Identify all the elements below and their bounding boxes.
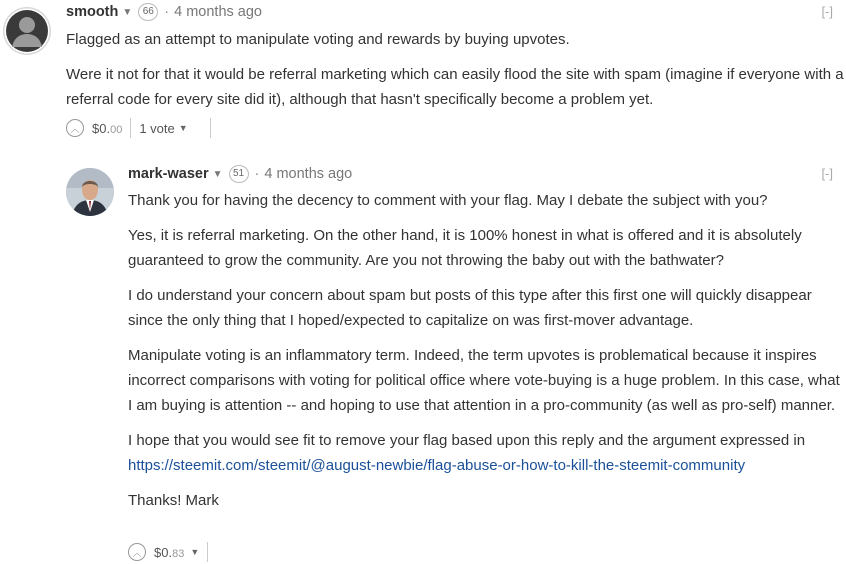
comment-paragraph: Were it not for that it would be referral marketing which can easily flood the site with spam (imagine if everyone with a referral code for every site did it), although that hasn't specifically become a problem yet.: [66, 66, 844, 108]
payout-main: $0.: [92, 120, 111, 136]
reputation-badge: 66: [138, 3, 158, 21]
payout-value[interactable]: [92, 121, 122, 136]
comment-paragraph: Yes, it is referral marketing. On the other hand, it is 100% honest in what is offered and it is absolutely guaranteed to grow the community. Are you not throwing the baby out with the bathwater?: [128, 227, 802, 269]
divider: [210, 118, 211, 138]
caret-down-icon[interactable]: ▼: [122, 6, 133, 18]
divider: [207, 542, 208, 562]
comment-body: [66, 27, 844, 122]
author-name[interactable]: mark-waser: [128, 166, 209, 182]
upvote-chevron-icon[interactable]: ︿: [66, 119, 84, 137]
steemit-post-link[interactable]: https://steemit.com/steemit/@august-newbie/flag-abuse-or-how-to-kill-the-steemit-community: [128, 457, 746, 474]
collapse-button[interactable]: [-]: [821, 166, 833, 181]
payout-cents: 83: [172, 547, 185, 560]
collapse-button[interactable]: [-]: [821, 4, 833, 19]
author-name[interactable]: smooth: [66, 4, 119, 20]
comment-paragraph: Manipulate voting is an inflammatory term. Indeed, the term upvotes is problematical because it inspires incorrect comparisons with voting for political office where vote-buying is a huge problem. In this case, what I am buying is attention -- and hoping to use that attention in a pro-community (as well as pro-self) manner.: [128, 347, 840, 414]
comment-paragraph: Flagged as an attempt to manipulate voting and rewards by buying upvotes.: [66, 31, 570, 48]
comment-paragraph: Thanks! Mark: [128, 492, 219, 509]
comment-header: [66, 2, 262, 22]
comment-paragraph: Thank you for having the decency to comment with your flag. May I debate the subject with you?: [128, 192, 768, 209]
comment-paragraph: [128, 428, 846, 478]
upvote-chevron-icon[interactable]: ︿: [128, 543, 146, 561]
comment-footer: [128, 540, 216, 564]
divider: [130, 118, 131, 138]
link-prefix-text: I hope that you would see fit to remove your flag based upon this reply and the argument expressed in: [128, 432, 806, 449]
comment-body: [128, 188, 846, 523]
avatar[interactable]: [66, 168, 114, 216]
separator-dot: ·: [254, 166, 260, 182]
separator-dot: ·: [164, 4, 170, 20]
user-photo-icon: [66, 168, 114, 216]
comment-paragraph: I do understand your concern about spam but posts of this type after this first one will quickly disappear since the only thing that I hoped/expected to capitalize on was first-mover advantage.: [128, 287, 812, 329]
comment-header: [128, 164, 352, 184]
timestamp[interactable]: 4 months ago: [174, 4, 262, 20]
avatar[interactable]: [3, 7, 51, 55]
timestamp[interactable]: 4 months ago: [264, 166, 353, 182]
reputation-badge: 51: [229, 165, 249, 183]
payout-cents: 00: [110, 123, 123, 136]
payout-value[interactable]: [154, 545, 184, 560]
caret-down-icon[interactable]: ▼: [190, 547, 200, 557]
comment-footer: [66, 116, 219, 140]
caret-down-icon[interactable]: ▼: [178, 123, 188, 133]
default-user-icon: [3, 7, 51, 55]
payout-main: $0.: [154, 544, 173, 560]
vote-count[interactable]: 1 vote: [139, 120, 175, 136]
caret-down-icon[interactable]: ▼: [212, 168, 223, 180]
